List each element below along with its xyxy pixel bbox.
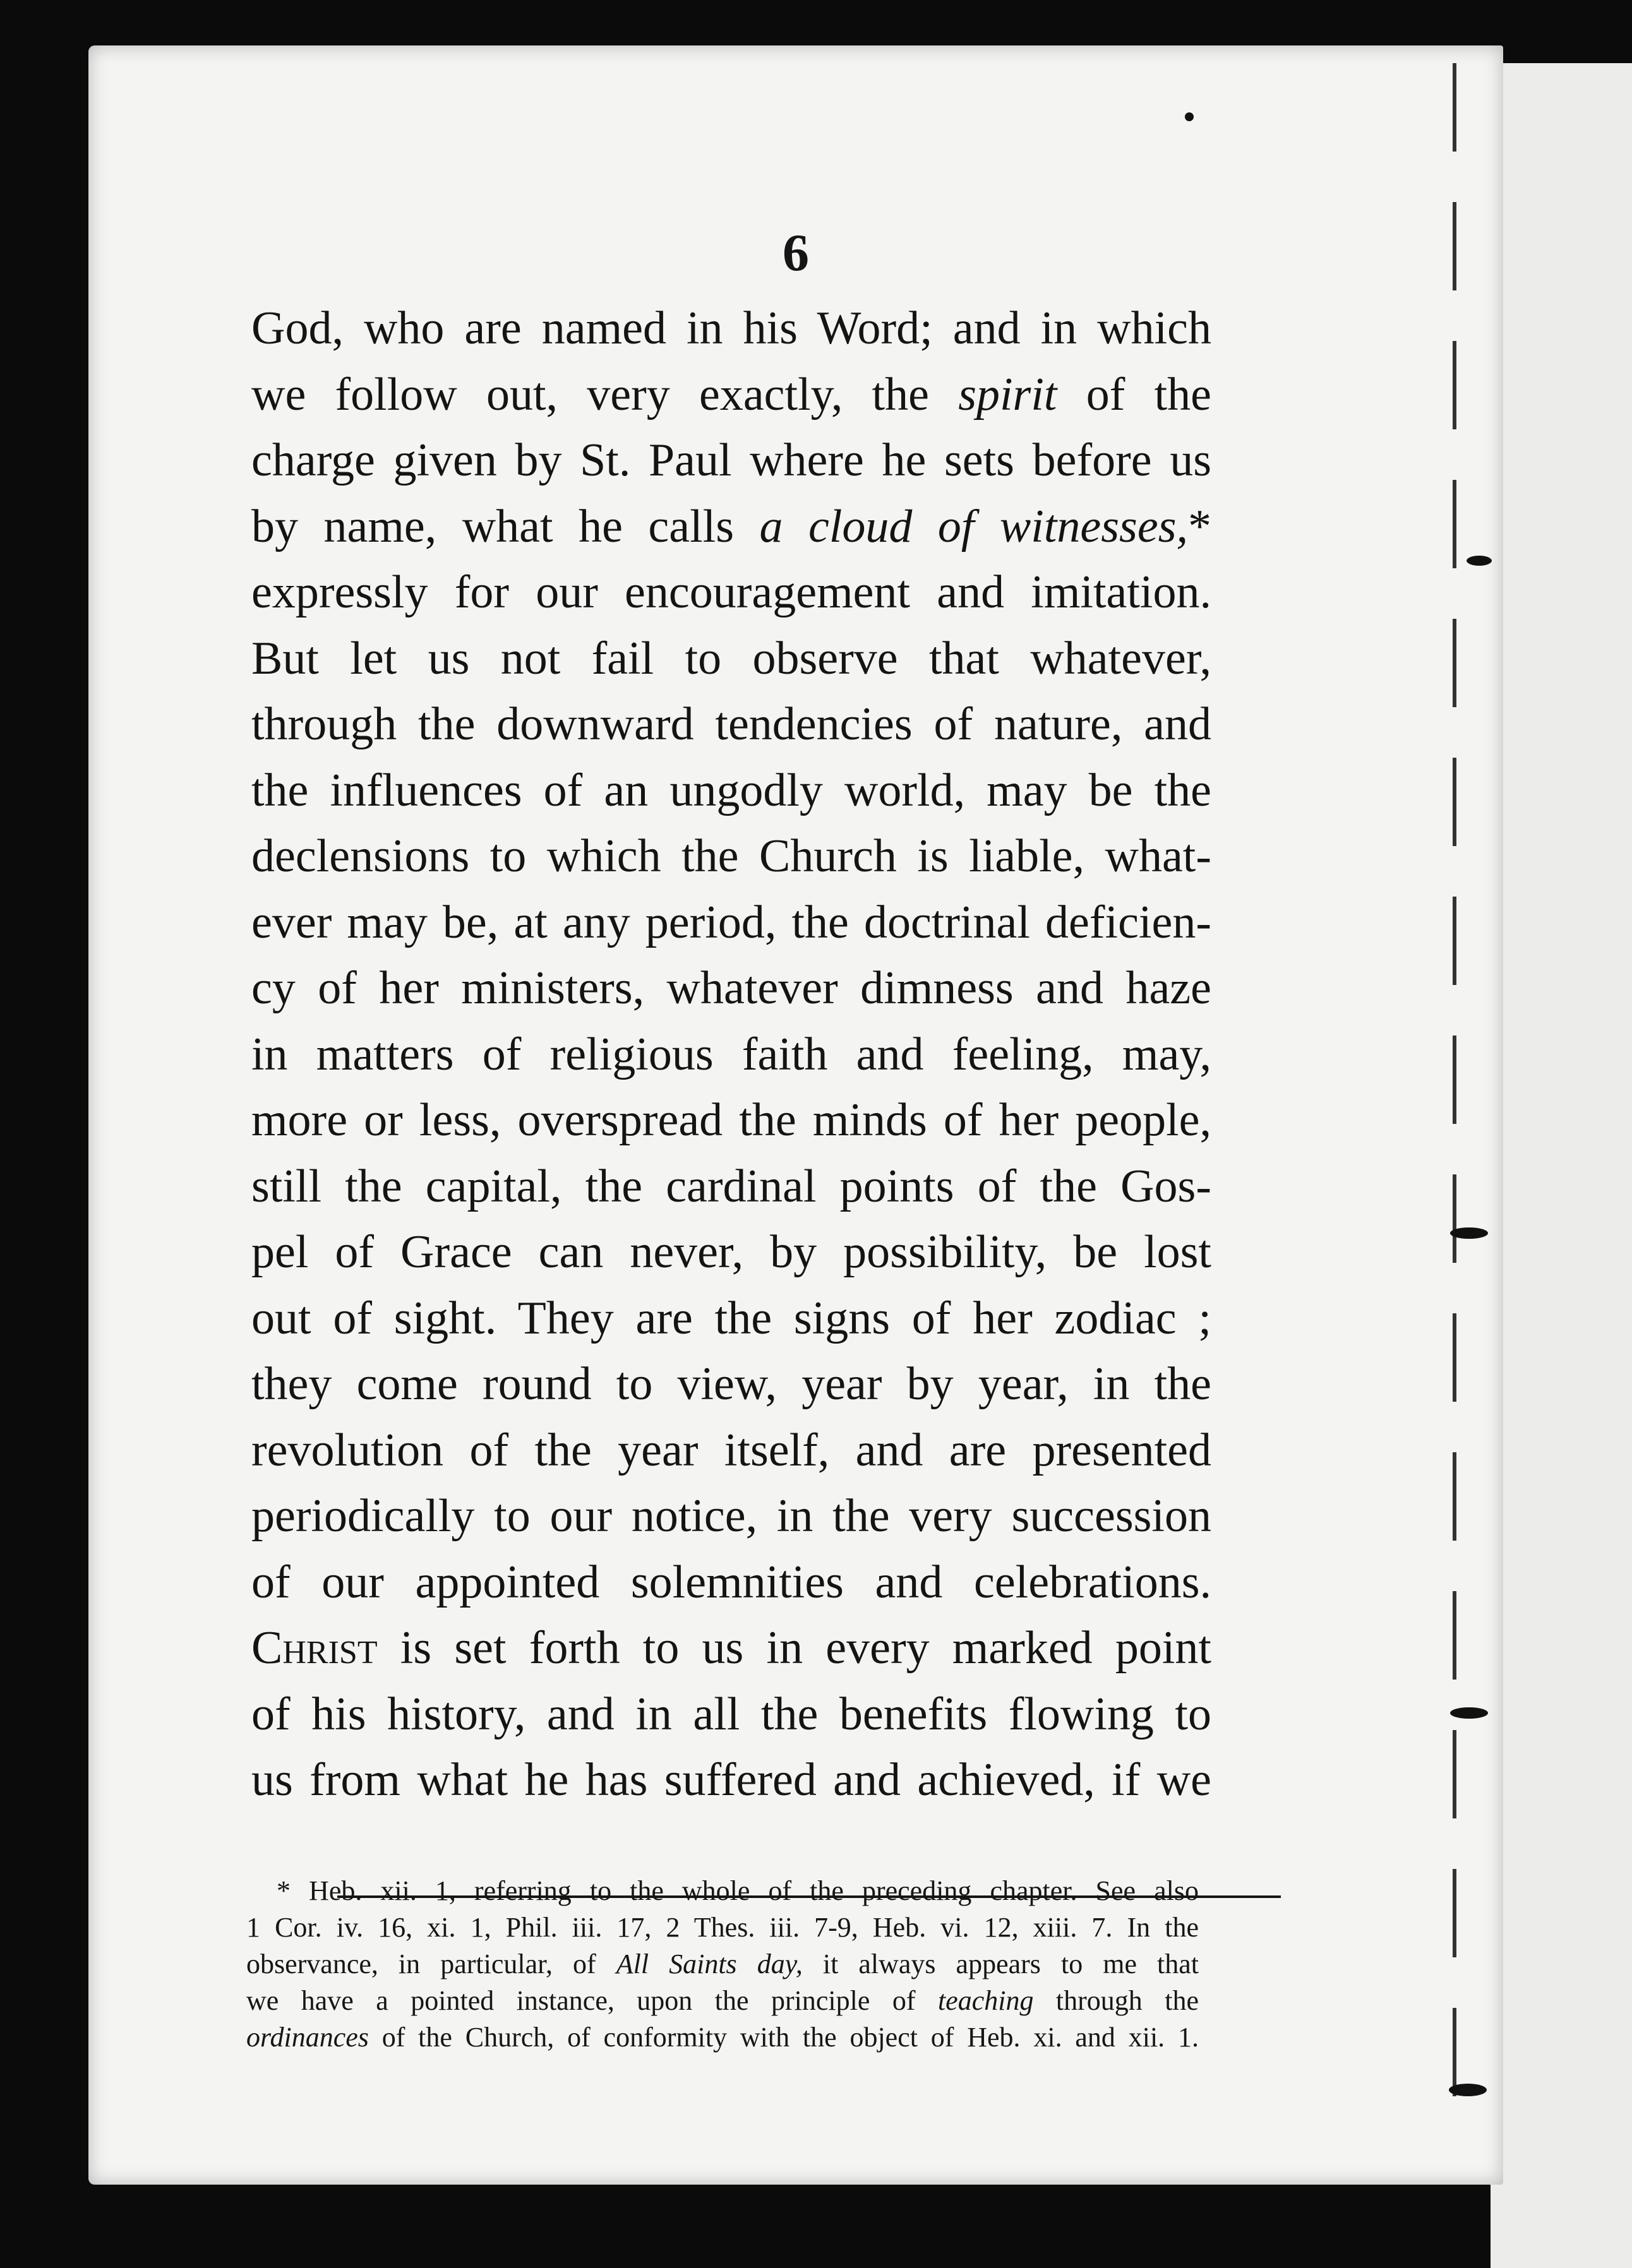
text-line: declensions to which the Church is liable, what-	[251, 830, 1211, 882]
footnote-marker: *	[1188, 500, 1211, 552]
text-line: of his history, and in all the benefits flowing to	[251, 1688, 1211, 1740]
text-line: charge given by St. Paul where he sets before us	[251, 434, 1211, 486]
text-line: But let us not fail to observe that whatever,	[251, 632, 1211, 684]
footnote-line: * Heb. xii. 1, referring to the whole of the preceding chapter. See also	[277, 1875, 1199, 1906]
text-line: out of sight. They are the signs of her zodiac ;	[251, 1292, 1211, 1344]
scan-speck	[1450, 1707, 1488, 1719]
footnote-line: we have a pointed instance, upon the principle of teaching through the	[246, 1985, 1199, 2016]
emphasis-spirit: spirit	[958, 368, 1057, 421]
small-caps-christ: Christ	[251, 1622, 378, 1674]
text-line: periodically to our notice, in the very succession	[251, 1490, 1211, 1542]
text-line: expressly for our encouragement and imitation.	[251, 566, 1211, 618]
body-text	[251, 295, 1211, 1813]
text-line: God, who are named in his Word; and in which	[251, 302, 1211, 354]
text-line: cy of her ministers, whatever dimness and haze	[251, 962, 1211, 1014]
text-line: the influences of an ungodly world, may be the	[251, 764, 1211, 816]
text-line: ever may be, at any period, the doctrinal deficien-	[251, 896, 1211, 948]
text-line: they come round to view, year by year, in the	[251, 1358, 1211, 1410]
footnote-line: 1 Cor. iv. 16, xi. 1, Phil. iii. 17, 2 Thes. iii. 7-9, Heb. vi. 12, xiii. 7. In the	[246, 1912, 1199, 1943]
scan-speck	[1467, 556, 1492, 566]
text-line: pel of Grace can never, by possibility, be lost	[251, 1226, 1211, 1278]
text-line: more or less, overspread the minds of her people,	[251, 1094, 1211, 1146]
text-line: revolution of the year itself, and are presented	[251, 1424, 1211, 1476]
footnote	[246, 1873, 1199, 2056]
footnote-line: observance, in particular, of All Saints day, it always appears to me that	[246, 1949, 1199, 1979]
scan-speck	[1185, 112, 1194, 121]
emphasis-cloud-of-witnesses: a cloud of witnesses,	[759, 500, 1188, 552]
scan-speck	[1449, 2084, 1487, 2096]
text-line: in matters of religious faith and feeling, may,	[251, 1028, 1211, 1080]
text-line: through the downward tendencies of nature, and	[251, 698, 1211, 750]
text-line: Christ is set forth to us in every marked point	[251, 1622, 1211, 1674]
text-line: of our appointed solemnities and celebrations.	[251, 1556, 1211, 1608]
page-spine-stitching	[1453, 63, 1456, 2147]
text-line: still the capital, the cardinal points of the Gos-	[251, 1160, 1211, 1212]
scan-speck	[1450, 1227, 1488, 1239]
adjacent-page-edge	[1491, 63, 1632, 2268]
page-number: 6	[783, 224, 809, 282]
text-line: by name, what he calls a cloud of witnesses,*	[251, 500, 1211, 552]
footnote-line: ordinances of the Church, of conformity with the object of Heb. xi. and xii. 1.	[246, 2022, 1199, 2053]
text-line: we follow out, very exactly, the spirit of the	[251, 368, 1211, 421]
text-line: us from what he has suffered and achieved, if we	[251, 1754, 1211, 1806]
